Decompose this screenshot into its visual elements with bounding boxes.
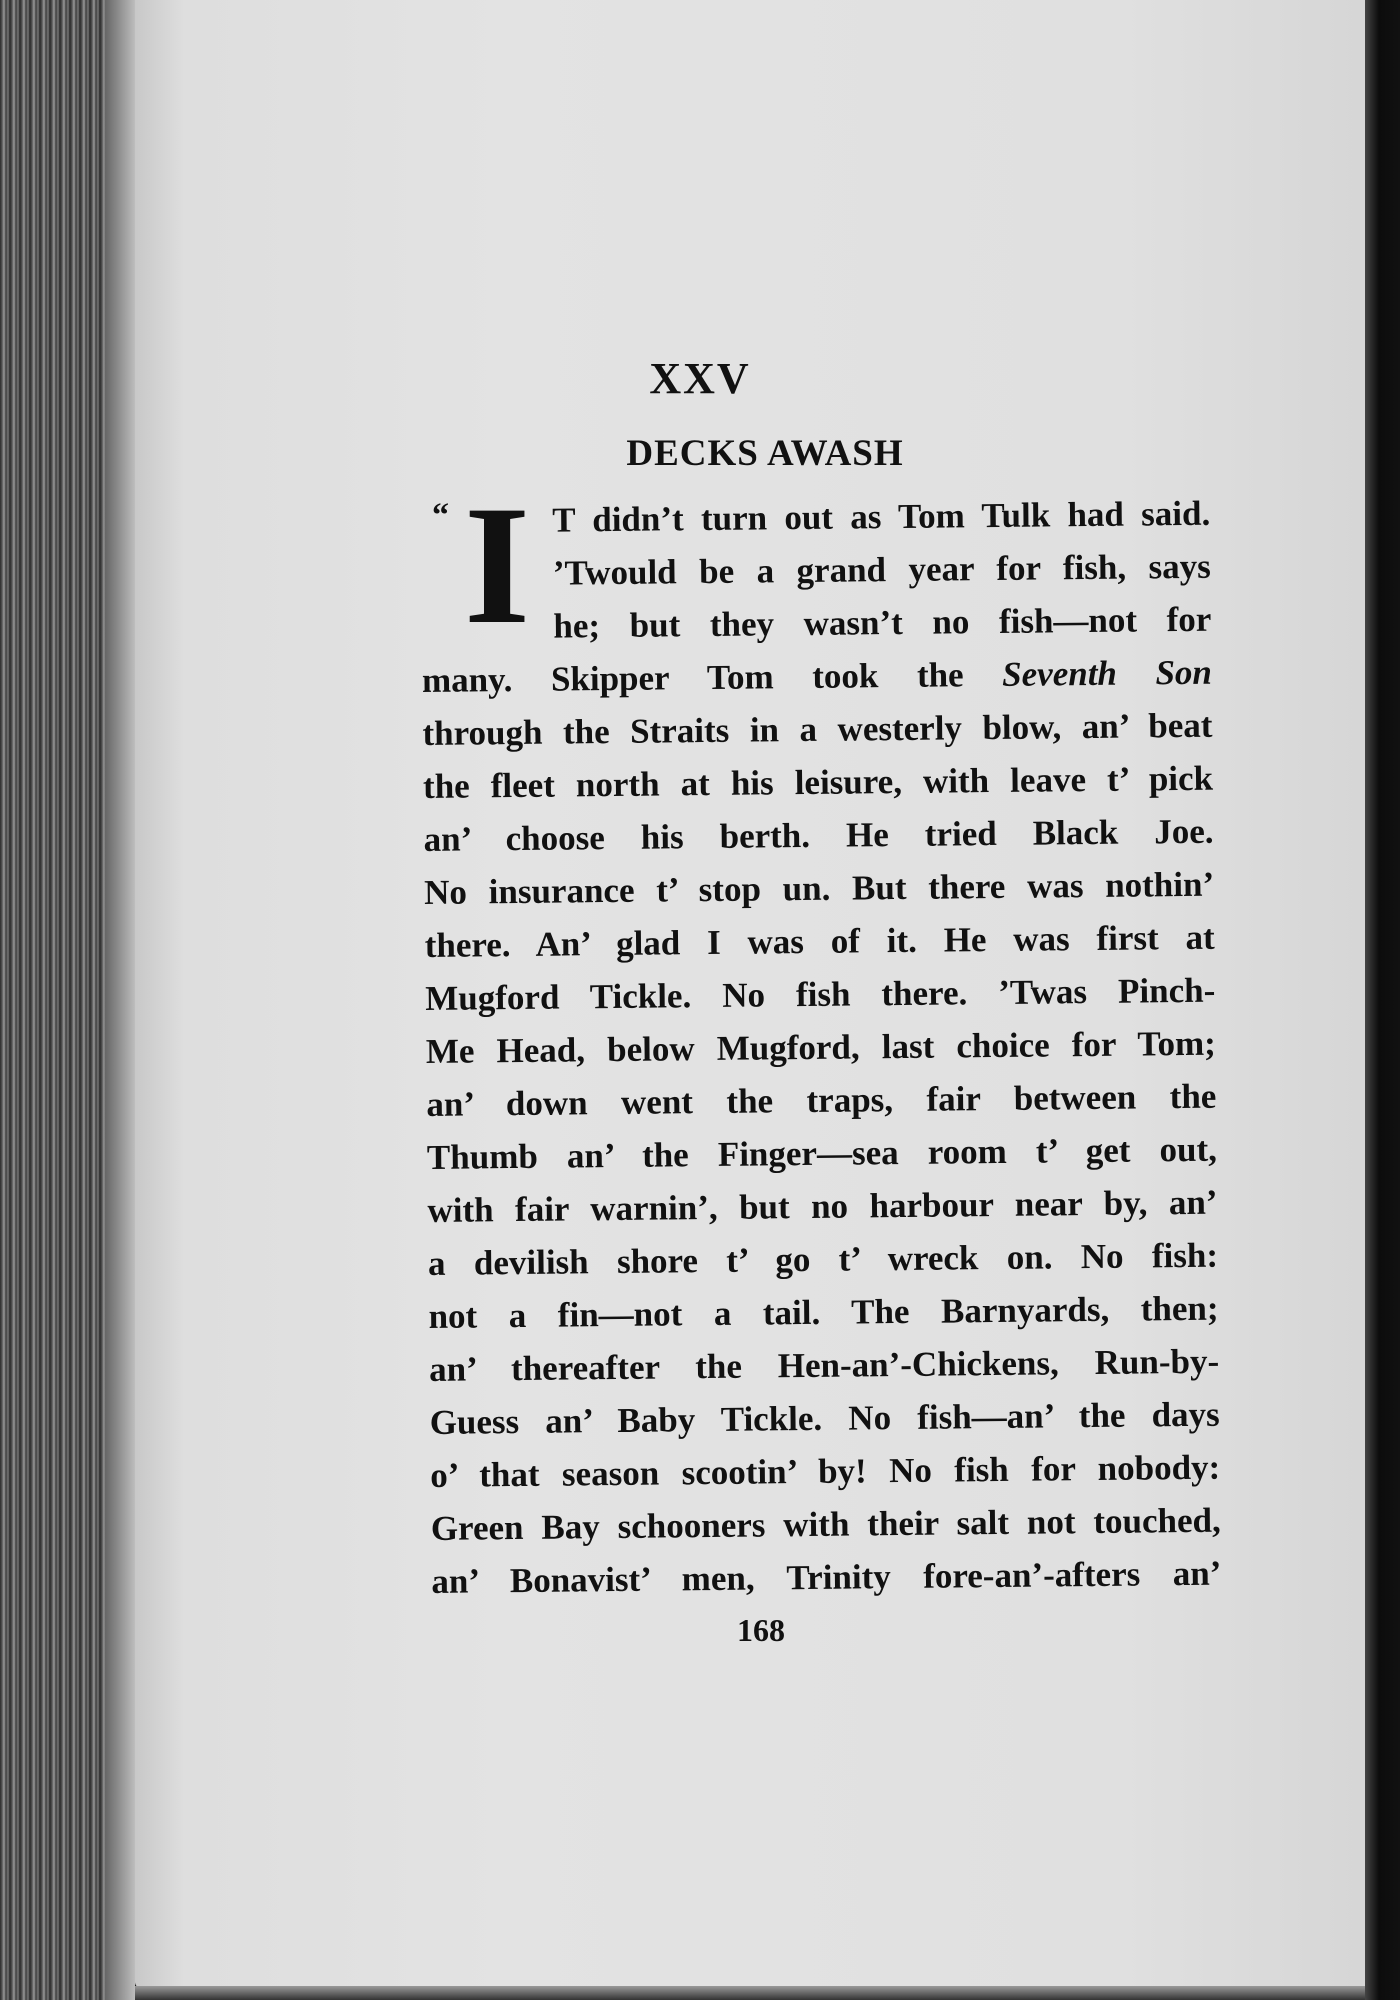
text-line: o’ that season scootin’ by! No fish for nobody: xyxy=(430,1447,1221,1495)
text-line: No insurance t’ stop un. But there was nothin’ xyxy=(423,864,1215,912)
chapter-number: XXV xyxy=(649,354,751,403)
text-line: through the Straits in a westerly blow, an’ beat xyxy=(422,705,1213,753)
drop-cap: I xyxy=(464,471,531,659)
text-line: an’ thereafter the Hen-an’-Chickens, Run-by- xyxy=(428,1341,1220,1389)
book-page-edges xyxy=(0,0,135,2000)
page-number: 168 xyxy=(737,1612,785,1648)
text-line: many. Skipper Tom took the Seventh Son xyxy=(421,652,1213,700)
text-line: an’ down went the traps, fair between the xyxy=(426,1076,1217,1124)
facing-page-edge xyxy=(1365,0,1400,2000)
text-line: not a fin—not a tail. The Barnyards, then; xyxy=(428,1288,1219,1336)
text-line: there. An’ glad I was of it. He was first at xyxy=(424,917,1215,965)
text-line: he; but they wasn’t no fish—not for xyxy=(553,599,1212,646)
text-line: ’Twould be a grand year for fish, says xyxy=(552,546,1211,593)
text-line: a devilish shore t’ go t’ wreck on. No fish: xyxy=(427,1235,1219,1283)
page-bottom-shadow xyxy=(135,1986,1365,2000)
text-line: Me Head, below Mugford, last choice for Tom; xyxy=(425,1023,1216,1071)
text-line: T didn’t turn out as Tom Tulk had said. xyxy=(552,493,1211,540)
chapter-title: DECKS AWASH xyxy=(626,433,904,474)
text-line: an’ choose his berth. He tried Black Joe. xyxy=(423,811,1214,859)
opening-quote-mark: “ xyxy=(432,497,449,534)
text-line: Green Bay schooners with their salt not touched, xyxy=(430,1500,1221,1548)
text-line: with fair warnin’, but no harbour near by, an’ xyxy=(427,1182,1218,1230)
text-line: Guess an’ Baby Tickle. No fish—an’ the days xyxy=(429,1394,1220,1442)
text-line: Thumb an’ the Finger—sea room t’ get out, xyxy=(426,1129,1218,1177)
text-line: an’ Bonavist’ men, Trinity fore-an’-afters an’ xyxy=(431,1553,1222,1601)
text-line: Mugford Tickle. No fish there. ’Twas Pinch- xyxy=(425,970,1216,1018)
ship-name: Seventh Son xyxy=(1001,652,1213,694)
body-text xyxy=(420,487,1222,1608)
text-line: the fleet north at his leisure, with leave t’ pick xyxy=(422,758,1214,806)
